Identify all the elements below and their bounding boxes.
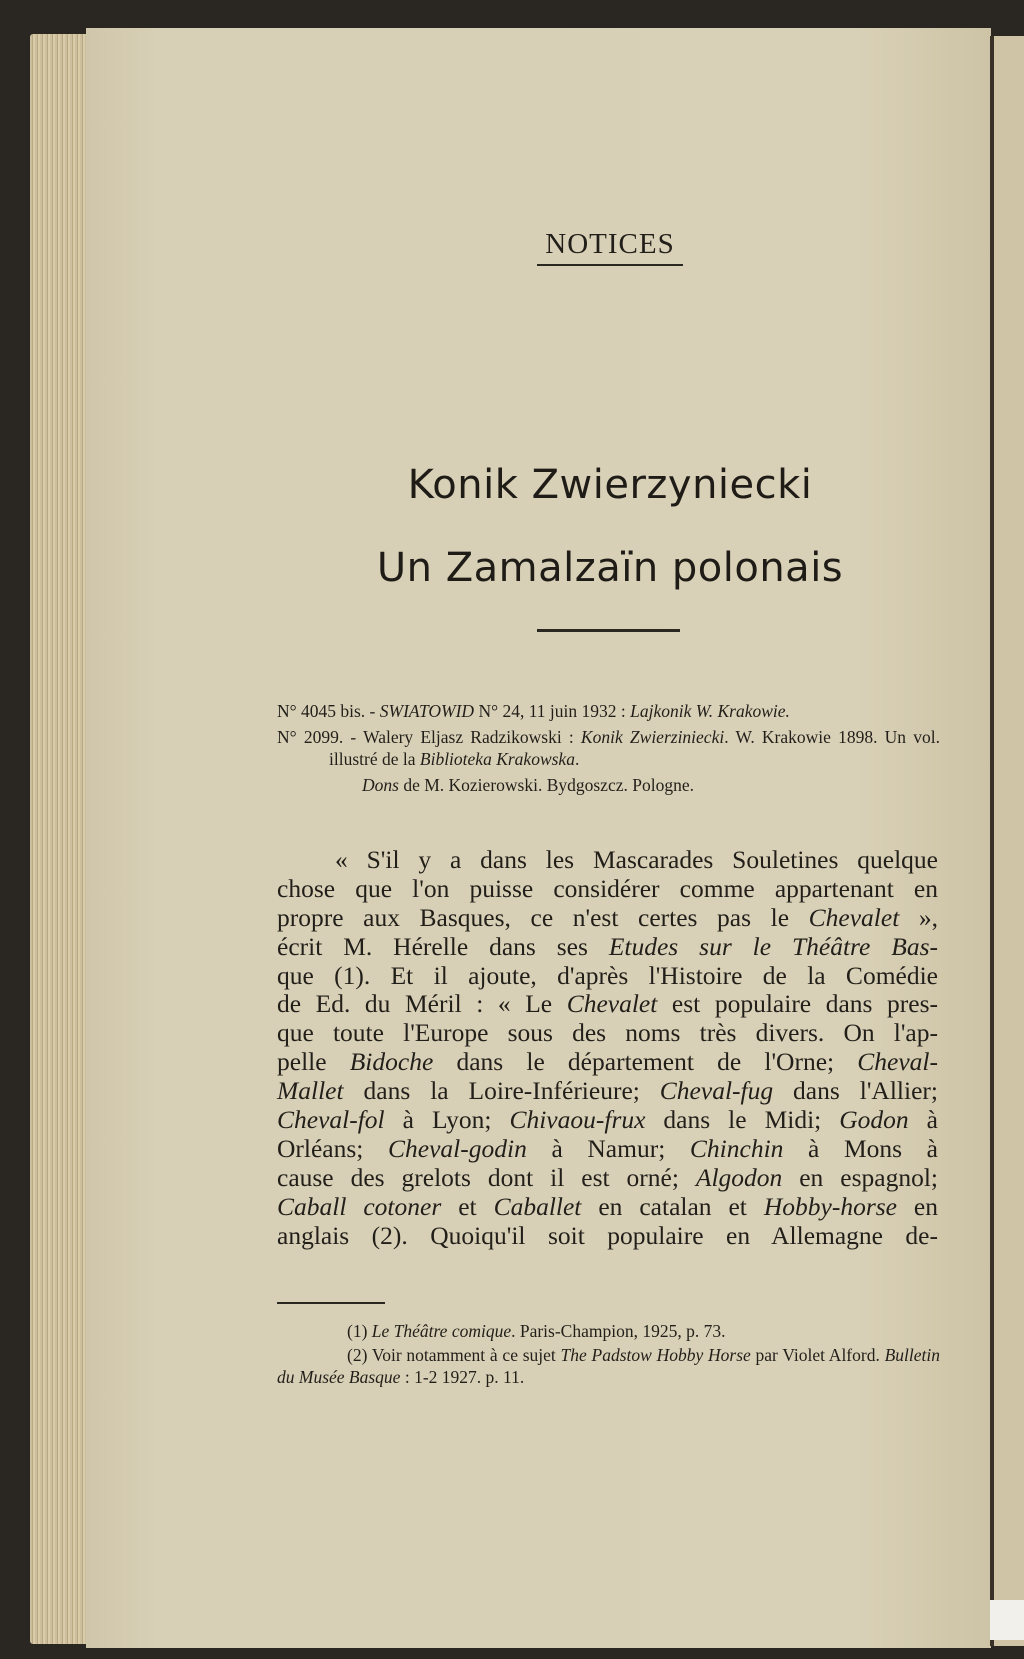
text-run: . [574,749,580,769]
italic-text: Bidoche [349,1047,434,1077]
section-heading: NOTICES [545,228,675,260]
text-run: de M. Kozierowski. Bydgoszcz. Pologne. [398,775,694,795]
text-run: écrit M. Hérelle dans ses [277,931,609,961]
italic-text: SWIATOWID [379,701,475,721]
text-run: N° 24, 11 juin 1932 : [474,701,631,721]
italic-text: Chivaou-frux [509,1105,646,1135]
italic-text: Hobby-horse [763,1191,897,1221]
italic-text: Biblioteka Krakowska [419,749,575,769]
body-line [277,846,938,875]
notice-entry [277,700,940,722]
italic-text: Bulletin du Musée Basque [277,1345,940,1387]
text-run: N° 4045 bis. - [277,701,380,721]
body-line [277,1077,938,1106]
body-line [277,933,938,962]
body-line [277,875,938,904]
text-run: . Paris-Champion, 1925, p. 73. [511,1321,726,1341]
donation-note [277,774,940,796]
text-run: en espagnol; [782,1162,938,1192]
body-line [277,1019,938,1048]
page-corner [990,1600,1024,1640]
text-run: (1) [347,1321,372,1341]
article-title-line1: Konik Zwierzyniecki [407,462,813,508]
italic-text: The Padstow Hobby Horse [560,1345,751,1365]
notices-list [277,700,940,800]
text-run: à Lyon; [384,1105,510,1135]
text-run: (2) Voir notamment à ce sujet [347,1345,561,1365]
text-run: en catalan et [581,1191,764,1221]
body-text [277,846,938,1250]
text-run: pelle [277,1047,350,1077]
text-run: à [908,1105,938,1135]
text-run: à Namur; [526,1133,690,1163]
italic-text: Chevalet [808,902,900,932]
italic-text: Cheval-fol [277,1105,385,1135]
body-line [277,904,938,933]
italic-text: Cheval-godin [388,1133,527,1163]
text-run: . W. Krakowie 1898. Un vol. illustré de la [329,727,940,769]
text-run: par Violet Alford. [750,1345,885,1365]
footnote-divider [277,1302,385,1304]
body-line [277,1164,938,1193]
text-run: « S'il y a dans les Mascarades Souletines quelque [335,845,938,874]
text-run: », [899,902,938,932]
italic-text: Le Théâtre comique [371,1321,512,1341]
text-run: Orléans; [277,1133,389,1163]
footnote [277,1320,940,1342]
italic-text: Cheval- [857,1047,938,1077]
text-run: propre aux Basques, ce n'est certes pas le [277,902,809,932]
text-run: dans la Loire-Inférieure; [343,1076,660,1106]
italic-text: Algodon [695,1162,783,1192]
italic-text: Caballet [493,1191,582,1221]
italic-text: Godon [839,1105,909,1135]
footnotes [277,1320,940,1390]
text-run: que (1). Et il ajoute, d'après l'Histoire de la Comédie [277,960,938,990]
text-run: chose que l'on puisse considérer comme appartenant en [277,873,938,903]
book-page [86,28,991,1648]
footnote [277,1344,940,1388]
notice-entry [277,726,940,770]
italic-text: Mallet [277,1076,344,1106]
italic-text: Konik Zwierziniecki [580,727,725,747]
body-line [277,990,938,1019]
text-run: dans le Midi; [645,1105,840,1135]
heading-underline [537,264,683,266]
page-stack-edge [30,34,90,1644]
text-run: est populaire dans pres- [657,989,938,1019]
article-title-line2: Un Zamalzaïn polonais [376,545,844,591]
body-line [277,1135,938,1164]
text-run: N° 2099. - Walery Eljasz Radzikowski : [277,727,581,747]
body-line [277,1193,938,1222]
text-run: à Mons à [783,1133,939,1163]
body-line [277,1222,938,1251]
text-run: de Ed. du Méril : « Le [277,989,567,1019]
title-divider [537,629,680,632]
italic-text: Cheval-fug [659,1076,774,1106]
italic-text: Dons [362,775,399,795]
next-page-edge [990,36,1024,1646]
italic-text: Caball cotoner [277,1191,442,1221]
text-run: que toute l'Europe sous des noms très divers. On l'ap- [277,1018,938,1048]
text-run: en [896,1191,938,1221]
text-run: cause des grelots dont il est orné; [277,1162,696,1192]
text-run: dans le département de l'Orne; [433,1047,858,1077]
text-run: et [441,1191,494,1221]
italic-text: Chinchin [689,1133,784,1163]
body-line [277,962,938,991]
body-line [277,1048,938,1077]
text-run: anglais (2). Quoiqu'il soit populaire en Allemagne de- [277,1220,938,1250]
text-run: : 1-2 1927. p. 11. [400,1367,525,1387]
body-line [277,1106,938,1135]
italic-text: Etudes sur le Théâtre Bas- [608,931,938,961]
italic-text: Lajkonik W. Krakowie. [630,701,790,721]
italic-text: Chevalet [566,989,658,1019]
text-run: dans l'Allier; [773,1076,938,1106]
